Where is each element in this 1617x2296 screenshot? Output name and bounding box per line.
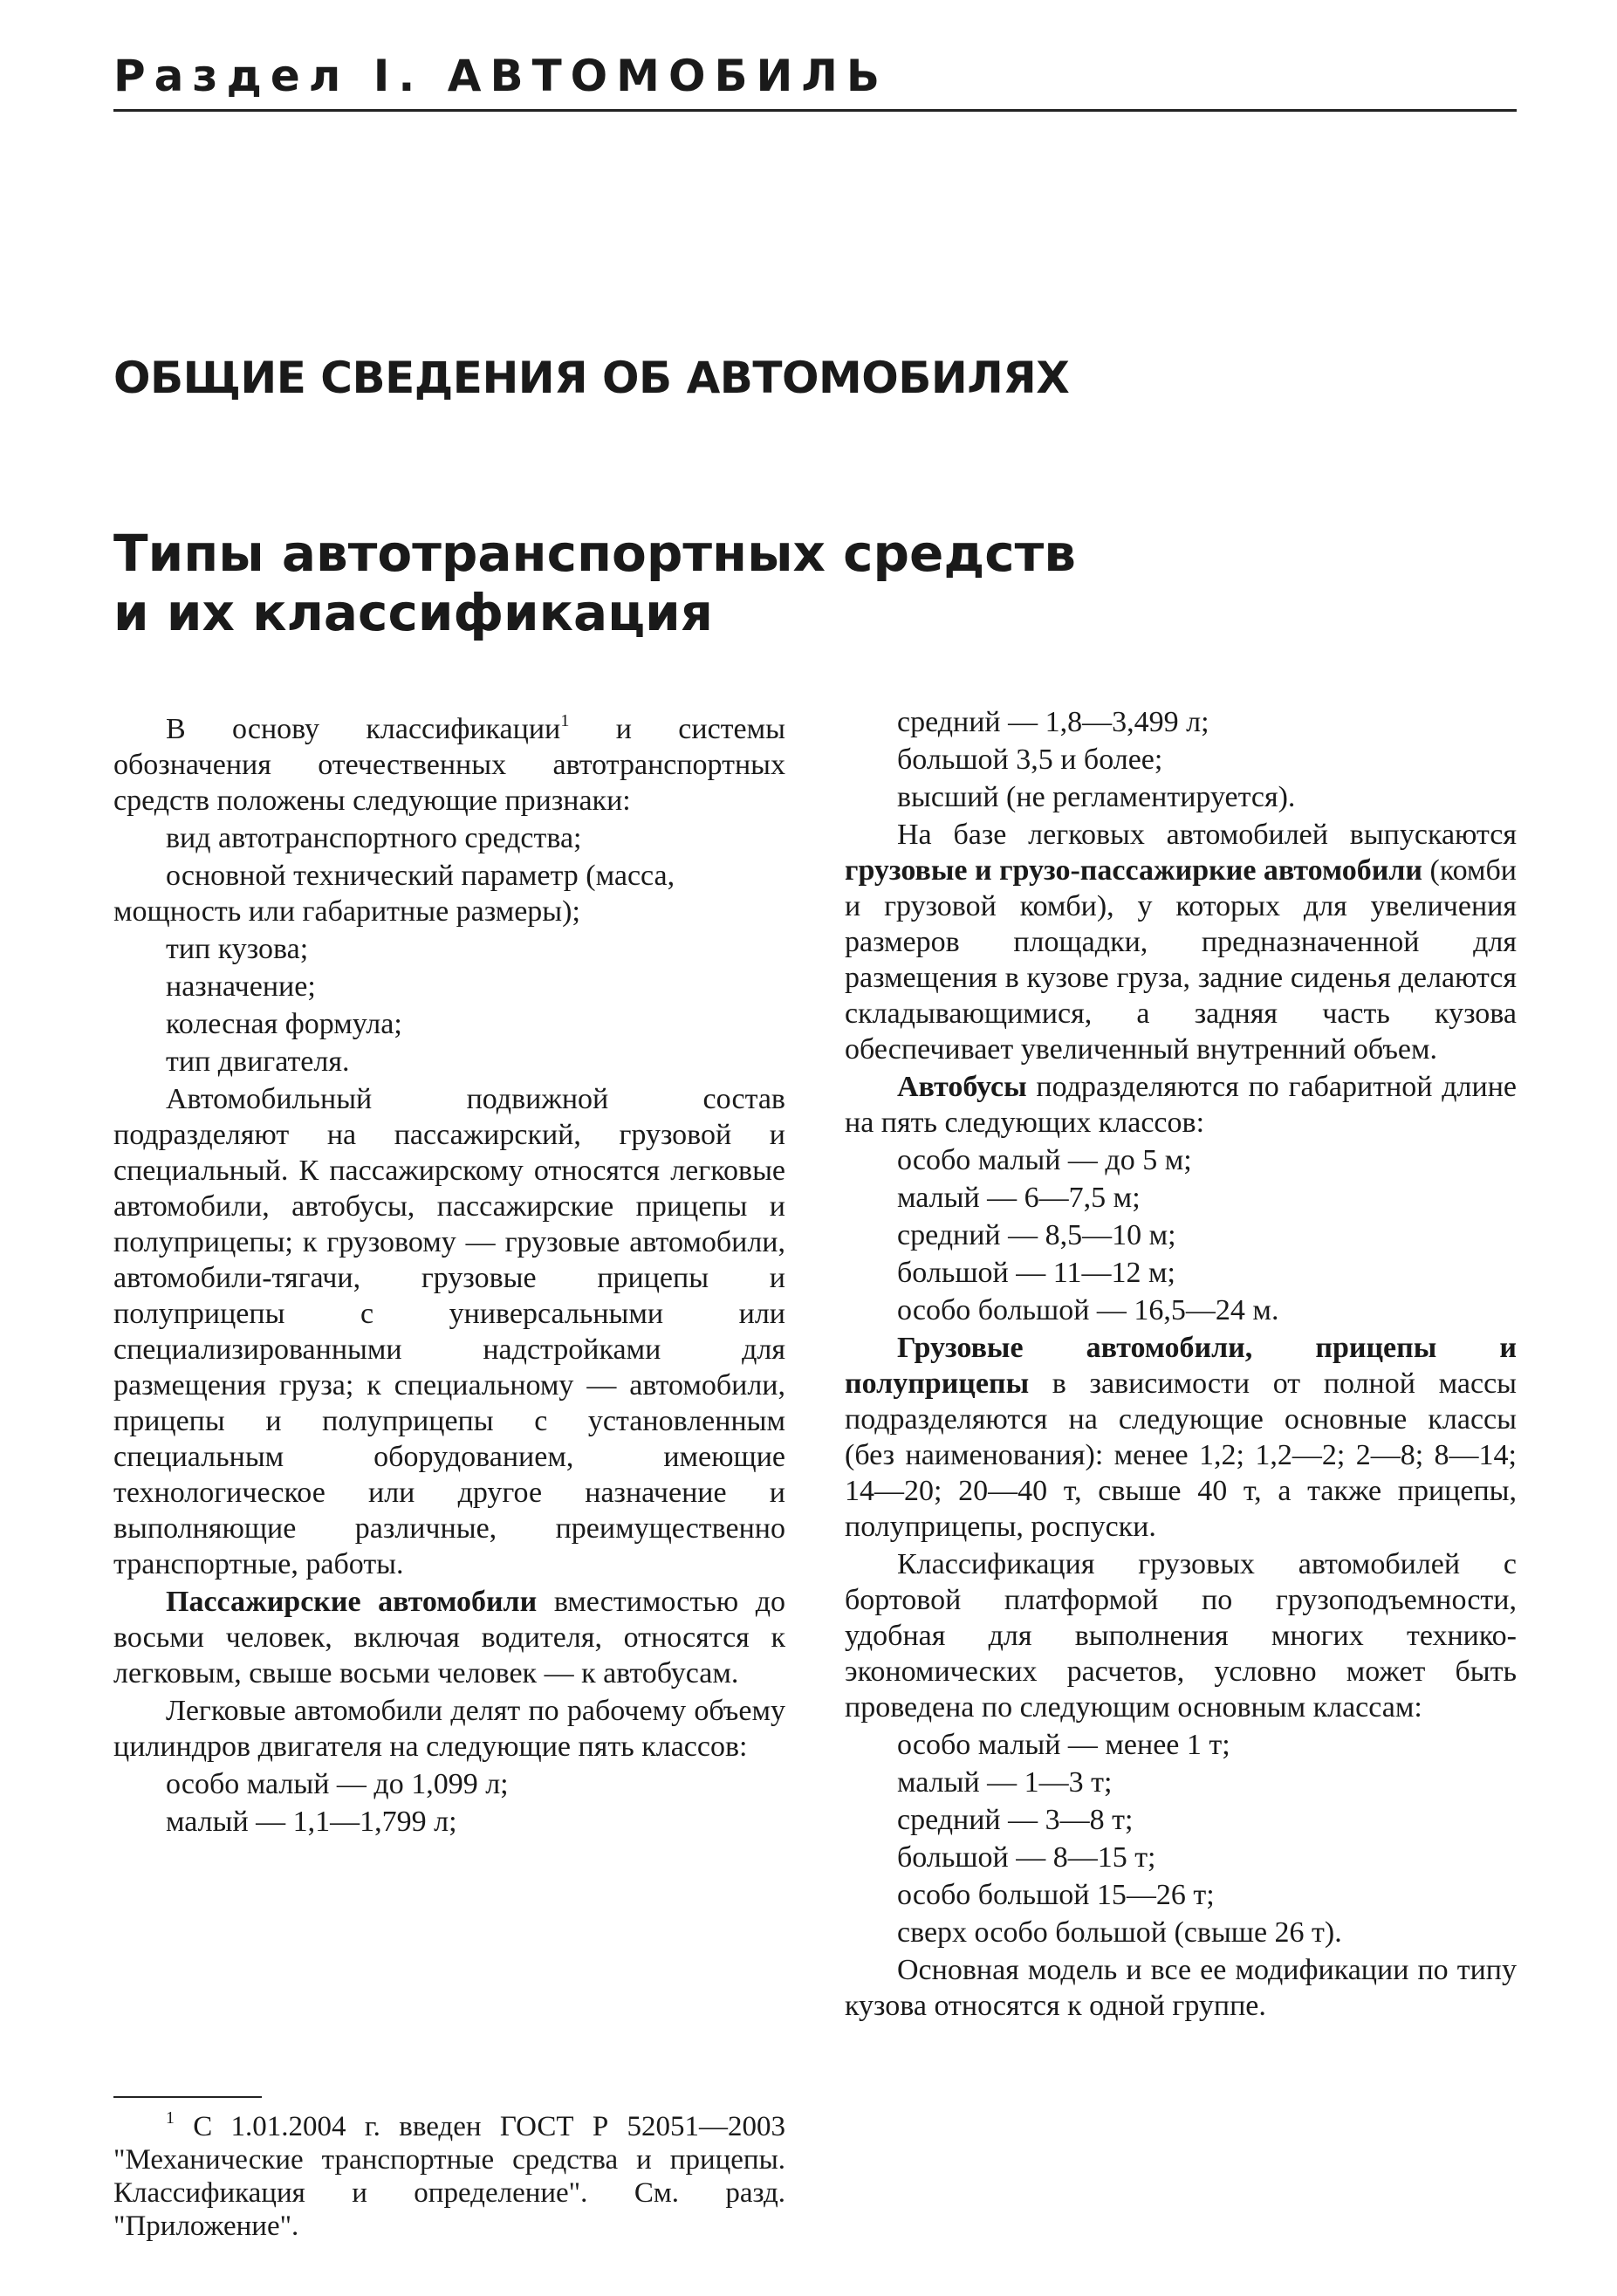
closing-paragraph: Основная модель и все ее модификации по типу кузова относятся к одной группе. [845,1954,1517,2022]
chapter-title: ОБЩИЕ СВЕДЕНИЯ ОБ АВТОМОБИЛЯХ [113,353,1070,403]
payload-class-item: сверх особо большой (свыше 26 т). [897,1916,1342,1949]
feature-item: тип двигателя. [166,1045,350,1078]
payload-class-item: особо малый — менее 1 т; [897,1729,1230,1761]
left-column [113,711,785,1841]
footnote-rule [113,2096,262,2098]
running-head: Раздел I. АВТОМОБИЛЬ [113,51,889,101]
bus-class-item: средний — 8,5—10 м; [897,1219,1176,1251]
payload-class-item: средний — 3—8 т; [897,1804,1134,1836]
payload-intro-paragraph: Классификация грузовых автомобилей с бортовой платформой по грузоподъемности, удобная для выполнения многих технико-экономических расчетов, условно может быть проведена по следующим основным классам: [845,1548,1517,1724]
right-column [845,704,1517,2025]
cargo-passenger-paragraph: На базе легковых автомобилей выпускаются грузовые и грузо-пассажиркие автомобили (комби и грузовой комби), у которых для увеличения размеров площадки, предназначенной для размещения в кузове груза, задние сиденья делаются складывающимися, а задняя часть кузова обеспечивает увеличенный внутренний объем. [845,819,1517,1066]
car-class-item: средний — 1,8—3,499 л; [897,706,1209,738]
car-class-item: большой 3,5 и более; [897,744,1163,776]
payload-class-item: малый — 1—3 т; [897,1766,1113,1799]
section-title [113,524,1335,642]
intro-paragraph: В основу классификации$^1$ и системы обозначения отечественных автотранспортных средств положены следующие признаки: [113,710,785,817]
footnote-ref: 1 [560,710,570,730]
car-class-item: высший (не регламентируется). [897,781,1296,813]
section-title-line-2: и их классификация [113,583,714,642]
feature-item: колесная формула; [166,1008,402,1040]
rolling-stock-paragraph: Автомобильный подвижной состав подразделяют на пассажирский, грузовой и специальный. К пассажирскому относятся легковые автомобили, автобусы, пассажирские прицепы и полуприцепы; к грузовому — грузовые автомобили, автомобили-тягачи, грузовые прицепы и полуприцепы с универсальными или специализированными надстройками для размещения груза; к специальному — автомобили, прицепы и полуприцепы с установленным специальным оборудованием, имеющие технологическое или другое назначение и выполняющие различные, преимущественно транспортные, работы. [113,1083,785,1580]
car-class-item: особо малый — до 1,099 л; [166,1768,509,1800]
feature-item: назначение; [166,970,316,1003]
bus-class-item: особо большой — 16,5—24 м. [897,1294,1279,1326]
bus-paragraph: Автобусы подразделяются по габаритной длине на пять следующих классов: [845,1071,1517,1139]
bus-class-item: малый — 6—7,5 м; [897,1182,1141,1214]
payload-class-item: большой — 8—15 т; [897,1841,1156,1874]
bus-class-item: особо малый — до 5 м; [897,1144,1192,1176]
passenger-paragraph: Пассажирские автомобили вместимостью до восьми человек, включая водителя, относятся к легковым, свыше восьми человек — к автобусам. [113,1586,785,1689]
bus-class-item: большой — 11—12 м; [897,1257,1175,1289]
feature-item: тип кузова; [166,933,309,965]
footnote: $^1$ С 1.01.2004 г. введен ГОСТ Р 52051—2003 "Механические транспортные средства и прицепы. Классификация и определение". См. разд. "Приложение". [113,2108,785,2242]
payload-class-item: особо большой 15—26 т; [897,1879,1215,1911]
cars-intro-paragraph: Легковые автомобили делят по рабочему объему цилиндров двигателя на следующие пять классов: [113,1695,785,1763]
car-class-item: малый — 1,1—1,799 л; [166,1806,457,1838]
feature-item: основной технический параметр (масса, мощность или габаритные размеры); [113,860,675,928]
section-title-line-1: Типы автотранспортных средств [113,524,1076,583]
footnote-marker: 1 [166,2108,175,2128]
feature-item: вид автотранспортного средства; [166,822,582,854]
truck-paragraph: Грузовые автомобили, прицепы и полуприцепы в зависимости от полной массы подразделяются на следующие основные классы (без наименования): менее 1,2; 1,2—2; 2—8; 8—14; 14—20; 20—40 т, свыше 40 т, а также прицепы, полуприцепы, роспуски. [845,1332,1517,1543]
header-rule [113,109,1517,112]
